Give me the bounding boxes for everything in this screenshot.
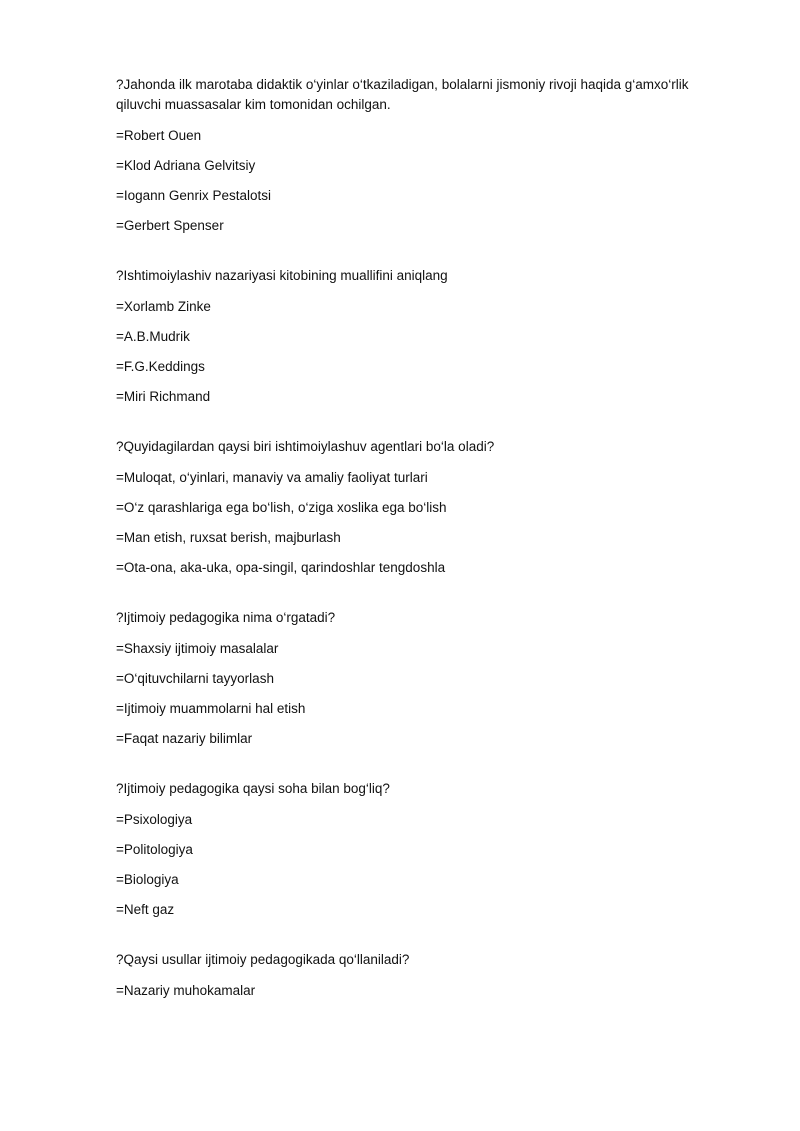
question-text: ?Ijtimoiy pedagogika nima o‘rgatadi? [116,610,336,625]
document-page [116,75,716,1031]
question-block [116,266,716,407]
answer-option: =Gerbert Spenser [116,218,224,233]
question-text: ?Qaysi usullar ijtimoiy pedagogikada qo‘llaniladi? [116,952,410,967]
question-block [116,75,716,236]
answer-option: =Ota-ona, aka-uka, opa-singil, qarindoshlar tengdoshla [116,560,446,575]
answer-option: =Xorlamb Zinke [116,299,211,314]
question-text: ?Ijtimoiy pedagogika qaysi soha bilan bog‘liq? [116,781,390,796]
answer-option: =Neft gaz [116,902,175,917]
question-block [116,950,716,1001]
answer-option: =Politologiya [116,842,193,857]
answer-option: =O‘z qarashlariga ega bo‘lish, o‘ziga xoslika ega bo‘lish [116,500,447,515]
answer-option: =Biologiya [116,872,179,887]
question-text: ?Quyidagilardan qaysi biri ishtimoiylashuv agentlari bo‘la oladi? [116,439,495,454]
answer-option: =O‘qituvchilarni tayyorlash [116,671,274,686]
answer-option: =Psixologiya [116,812,193,827]
answer-option: =Muloqat, o‘yinlari, manaviy va amaliy faoliyat turlari [116,470,428,485]
answer-option: =A.B.Mudrik [116,329,190,344]
question-block [116,779,716,920]
answer-option: =Nazariy muhokamalar [116,983,256,998]
question-block [116,437,716,578]
question-text: ?Ishtimoiylashiv nazariyasi kitobining muallifini aniqlang [116,268,448,283]
answer-option: =Robert Ouen [116,128,202,143]
answer-option: =Shaxsiy ijtimoiy masalalar [116,641,279,656]
answer-option: =F.G.Keddings [116,359,205,374]
answer-option: =Klod Adriana Gelvitsiy [116,158,256,173]
question-text: ?Jahonda ilk marotaba didaktik o‘yinlar o‘tkaziladigan, bolalarni jismoniy rivoji haqida g‘amxo‘rlik qiluvchi muassasalar kim tomonidan ochilgan. [116,77,689,112]
answer-option: =Iogann Genrix Pestalotsi [116,188,271,203]
question-block [116,608,716,749]
answer-option: =Ijtimoiy muammolarni hal etish [116,701,306,716]
answer-option: =Miri Richmand [116,389,211,404]
answer-option: =Man etish, ruxsat berish, majburlash [116,530,341,545]
answer-option: =Faqat nazariy bilimlar [116,731,253,746]
